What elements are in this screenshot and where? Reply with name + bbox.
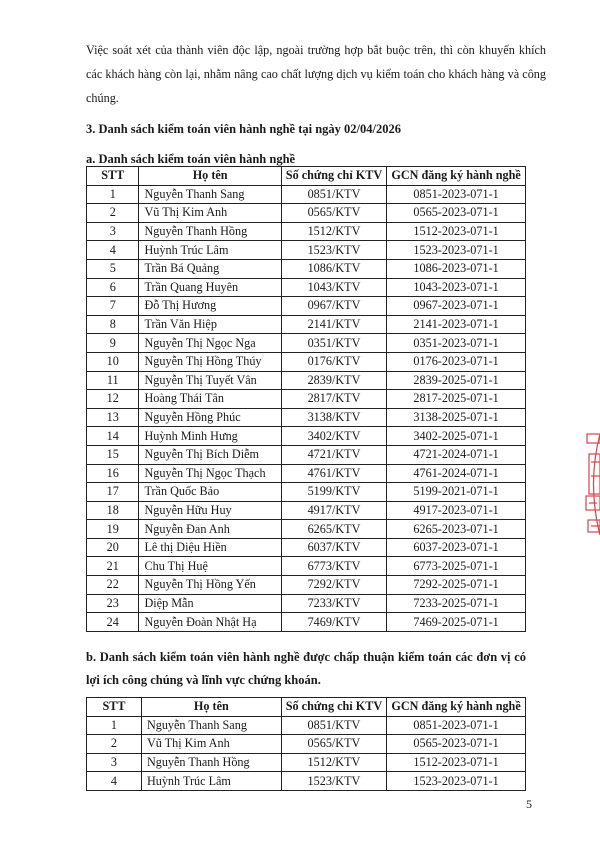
table-row <box>87 735 526 754</box>
table-row <box>87 613 526 632</box>
cell-cert: 6265/KTV <box>281 520 386 539</box>
cell-stt: 4 <box>87 772 142 791</box>
cell-gcn: 0851-2023-071-1 <box>387 716 526 735</box>
cell-cert: 7233/KTV <box>281 594 386 613</box>
table-header-row <box>87 698 526 717</box>
cell-stt: 15 <box>87 445 139 464</box>
cell-name: Nguyễn Thanh Sang <box>141 716 281 735</box>
table-row <box>87 204 526 223</box>
cell-gcn: 0851-2023-071-1 <box>387 185 526 204</box>
cell-stt: 2 <box>87 735 142 754</box>
cell-cert: 2817/KTV <box>281 390 386 409</box>
table-row <box>87 371 526 390</box>
header-gcn: GCN đăng ký hành nghề <box>387 167 526 186</box>
cell-gcn: 4721-2024-071-1 <box>387 445 526 464</box>
table-row <box>87 185 526 204</box>
cell-cert: 6037/KTV <box>281 538 386 557</box>
cell-name: Nguyễn Thanh Hồng <box>139 222 281 241</box>
cell-cert: 0967/KTV <box>281 297 386 316</box>
cell-stt: 17 <box>87 483 139 502</box>
table-row <box>87 427 526 446</box>
table-row <box>87 594 526 613</box>
cell-gcn: 2141-2023-071-1 <box>387 315 526 334</box>
cell-gcn: 3402-2025-071-1 <box>387 427 526 446</box>
table-row <box>87 520 526 539</box>
table-row <box>87 501 526 520</box>
cell-stt: 12 <box>87 390 139 409</box>
cell-cert: 1523/KTV <box>281 241 386 260</box>
cell-name: Nguyễn Thị Bích Diễm <box>139 445 281 464</box>
cell-stt: 20 <box>87 538 139 557</box>
cell-stt: 24 <box>87 613 139 632</box>
header-cert: Số chứng chỉ KTV <box>281 167 386 186</box>
table-row <box>87 297 526 316</box>
cell-cert: 4761/KTV <box>281 464 386 483</box>
table-row <box>87 315 526 334</box>
cell-gcn: 7469-2025-071-1 <box>387 613 526 632</box>
table-row <box>87 278 526 297</box>
cell-stt: 18 <box>87 501 139 520</box>
cell-cert: 2839/KTV <box>281 371 386 390</box>
table-row <box>87 716 526 735</box>
cell-cert: 7469/KTV <box>281 613 386 632</box>
header-stt: STT <box>87 167 139 186</box>
table-row <box>87 222 526 241</box>
cell-stt: 5 <box>87 259 139 278</box>
cell-stt: 3 <box>87 222 139 241</box>
cell-gcn: 4761-2024-071-1 <box>387 464 526 483</box>
cell-name: Huỳnh Trúc Lâm <box>141 772 281 791</box>
header-gcn: GCN đăng ký hành nghề <box>387 698 526 717</box>
table-row <box>87 772 526 791</box>
cell-stt: 3 <box>87 753 142 772</box>
cell-gcn: 1512-2023-071-1 <box>387 222 526 241</box>
cell-name: Trần Quốc Bảo <box>139 483 281 502</box>
cell-gcn: 7233-2025-071-1 <box>387 594 526 613</box>
cell-gcn: 4917-2023-071-1 <box>387 501 526 520</box>
cell-stt: 6 <box>87 278 139 297</box>
cell-name: Nguyễn Thanh Sang <box>139 185 281 204</box>
cell-cert: 3138/KTV <box>281 408 386 427</box>
cell-cert: 0851/KTV <box>281 185 386 204</box>
cell-stt: 7 <box>87 297 139 316</box>
cell-name: Trần Quang Huyên <box>139 278 281 297</box>
table-row <box>87 576 526 595</box>
table-row <box>87 259 526 278</box>
section-3-title: 3. Danh sách kiểm toán viên hành nghề tại ngày 02/04/2026 <box>86 122 401 136</box>
cell-gcn: 1043-2023-071-1 <box>387 278 526 297</box>
table-row <box>87 464 526 483</box>
cell-name: Chu Thị Huệ <box>139 557 281 576</box>
cell-name: Nguyễn Thị Hồng Thúy <box>139 352 281 371</box>
cell-stt: 23 <box>87 594 139 613</box>
cell-cert: 3402/KTV <box>281 427 386 446</box>
cell-gcn: 1523-2023-071-1 <box>387 772 526 791</box>
cell-gcn: 3138-2025-071-1 <box>387 408 526 427</box>
cell-gcn: 0967-2023-071-1 <box>387 297 526 316</box>
cell-name: Diệp Mẫn <box>139 594 281 613</box>
cell-stt: 14 <box>87 427 139 446</box>
cell-name: Nguyễn Thị Hồng Yến <box>139 576 281 595</box>
cell-cert: 0351/KTV <box>281 334 386 353</box>
cell-stt: 21 <box>87 557 139 576</box>
table-row <box>87 557 526 576</box>
table-a-body <box>87 185 526 631</box>
cell-gcn: 5199-2021-071-1 <box>387 483 526 502</box>
cell-stt: 19 <box>87 520 139 539</box>
cell-gcn: 6265-2023-071-1 <box>387 520 526 539</box>
table-row <box>87 408 526 427</box>
intro-paragraph: Việc soát xét của thành viên độc lập, ngoài trường hợp bắt buộc trên, thì còn khuyến khích các khách hàng còn lại, nhằm nâng cao chất lượng dịch vụ kiểm toán cho khách hàng và công chúng. <box>86 43 546 105</box>
cell-cert: 1512/KTV <box>281 753 386 772</box>
cell-name: Nguyễn Thanh Hồng <box>141 753 281 772</box>
cell-cert: 1086/KTV <box>281 259 386 278</box>
cell-name: Trần Bá Quảng <box>139 259 281 278</box>
table-row <box>87 538 526 557</box>
cell-gcn: 0565-2023-071-1 <box>387 204 526 223</box>
cell-gcn: 0565-2023-071-1 <box>387 735 526 754</box>
cell-cert: 1523/KTV <box>281 772 386 791</box>
auditor-table-b <box>86 697 526 791</box>
cell-name: Hoàng Thái Tân <box>139 390 281 409</box>
table-b-body <box>87 716 526 790</box>
cell-stt: 13 <box>87 408 139 427</box>
cell-cert: 4721/KTV <box>281 445 386 464</box>
cell-stt: 4 <box>87 241 139 260</box>
cell-name: Nguyễn Thị Tuyết Vân <box>139 371 281 390</box>
cell-stt: 1 <box>87 185 139 204</box>
table-row <box>87 753 526 772</box>
cell-gcn: 2817-2025-071-1 <box>387 390 526 409</box>
cell-gcn: 6037-2023-071-1 <box>387 538 526 557</box>
cell-name: Nguyễn Hồng Phúc <box>139 408 281 427</box>
subsection-b-title: b. Danh sách kiểm toán viên hành nghề được chấp thuận kiểm toán các đơn vị có lợi ích công chúng và lĩnh vực chứng khoán. <box>86 650 526 687</box>
cell-name: Trần Văn Hiệp <box>139 315 281 334</box>
cell-cert: 1512/KTV <box>281 222 386 241</box>
cell-cert: 4917/KTV <box>281 501 386 520</box>
cell-stt: 10 <box>87 352 139 371</box>
cell-cert: 0176/KTV <box>281 352 386 371</box>
table-row <box>87 483 526 502</box>
cell-stt: 9 <box>87 334 139 353</box>
cell-name: Nguyễn Thị Ngọc Thạch <box>139 464 281 483</box>
header-name: Họ tên <box>141 698 281 717</box>
cell-name: Vũ Thị Kim Anh <box>139 204 281 223</box>
cell-cert: 7292/KTV <box>281 576 386 595</box>
cell-gcn: 0176-2023-071-1 <box>387 352 526 371</box>
header-cert: Số chứng chỉ KTV <box>281 698 386 717</box>
cell-name: Lê thị Diệu Hiền <box>139 538 281 557</box>
red-stamp-fragment <box>583 432 600 537</box>
cell-name: Huỳnh Minh Hưng <box>139 427 281 446</box>
cell-gcn: 6773-2025-071-1 <box>387 557 526 576</box>
cell-name: Nguyễn Đan Anh <box>139 520 281 539</box>
subsection-a-title: a. Danh sách kiểm toán viên hành nghề <box>86 152 296 166</box>
cell-gcn: 0351-2023-071-1 <box>387 334 526 353</box>
cell-cert: 1043/KTV <box>281 278 386 297</box>
cell-name: Vũ Thị Kim Anh <box>141 735 281 754</box>
cell-name: Nguyễn Thị Ngọc Nga <box>139 334 281 353</box>
cell-gcn: 1512-2023-071-1 <box>387 753 526 772</box>
cell-gcn: 7292-2025-071-1 <box>387 576 526 595</box>
cell-gcn: 1086-2023-071-1 <box>387 259 526 278</box>
cell-cert: 5199/KTV <box>281 483 386 502</box>
auditor-table-a <box>86 166 526 632</box>
cell-gcn: 1523-2023-071-1 <box>387 241 526 260</box>
page-number: 5 <box>526 797 532 811</box>
cell-stt: 8 <box>87 315 139 334</box>
cell-stt: 2 <box>87 204 139 223</box>
cell-stt: 11 <box>87 371 139 390</box>
cell-name: Nguyễn Hữu Huy <box>139 501 281 520</box>
header-name: Họ tên <box>139 167 281 186</box>
cell-cert: 0565/KTV <box>281 735 386 754</box>
cell-name: Nguyễn Đoàn Nhật Hạ <box>139 613 281 632</box>
table-row <box>87 334 526 353</box>
cell-stt: 1 <box>87 716 142 735</box>
cell-cert: 0565/KTV <box>281 204 386 223</box>
header-stt: STT <box>87 698 142 717</box>
table-row <box>87 241 526 260</box>
cell-name: Đỗ Thị Hương <box>139 297 281 316</box>
table-row <box>87 352 526 371</box>
cell-cert: 0851/KTV <box>281 716 386 735</box>
cell-cert: 2141/KTV <box>281 315 386 334</box>
cell-gcn: 2839-2025-071-1 <box>387 371 526 390</box>
table-header-row <box>87 167 526 186</box>
cell-name: Huỳnh Trúc Lâm <box>139 241 281 260</box>
cell-stt: 22 <box>87 576 139 595</box>
cell-cert: 6773/KTV <box>281 557 386 576</box>
cell-stt: 16 <box>87 464 139 483</box>
table-row <box>87 390 526 409</box>
table-row <box>87 445 526 464</box>
